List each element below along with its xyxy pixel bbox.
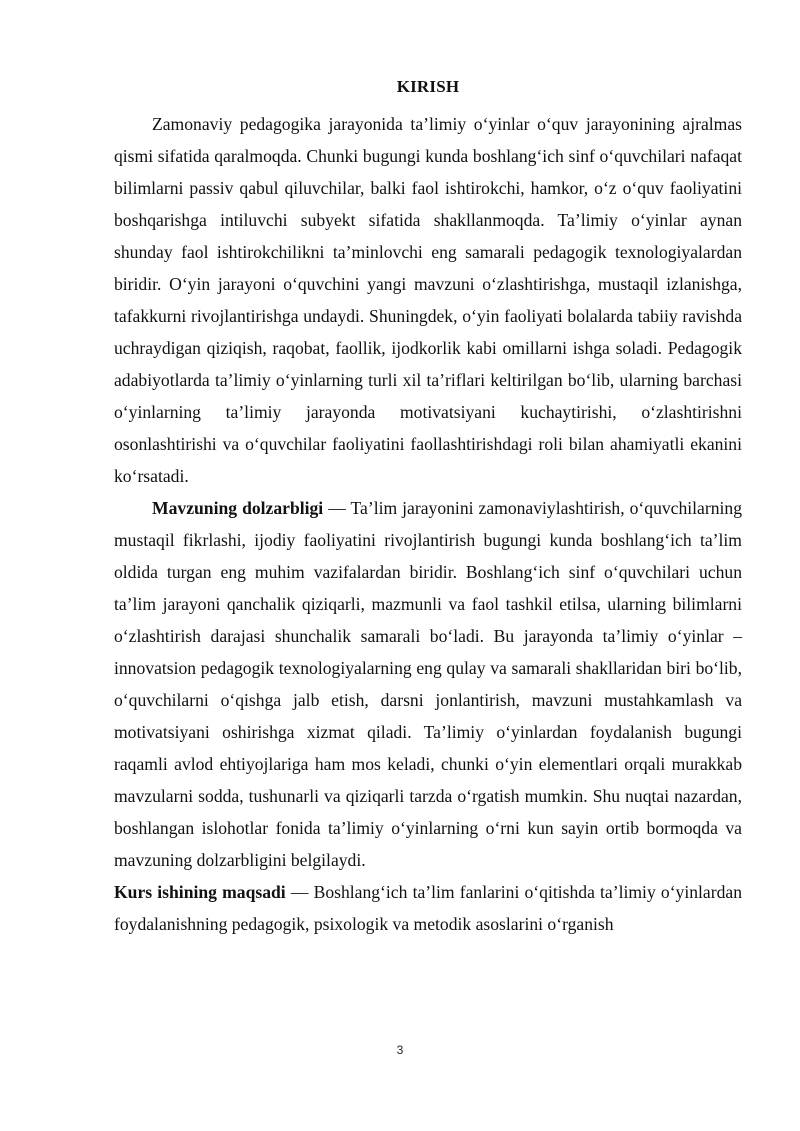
page-number: 3 <box>396 1043 404 1057</box>
relevance-label: Mavzuning dolzarbligi <box>152 498 324 518</box>
goal-label: Kurs ishining maqsadi <box>114 882 286 902</box>
relevance-paragraph <box>114 492 742 876</box>
goal-paragraph <box>114 876 742 940</box>
document-page <box>114 76 742 940</box>
goal-text: — Boshlang‘ich ta’lim fanlarini o‘qitishda ta’limiy o‘yinlardan foydalanishning pedagogik, psixologik va metodik asoslarini o‘rganish <box>114 882 742 934</box>
intro-paragraph: Zamonaviy pedagogika jarayonida ta’limiy o‘yinlar o‘quv jarayonining ajralmas qismi sifatida qaralmoqda. Chunki bugungi kunda boshlang‘ich sinf o‘quvchilari nafaqat bilimlarni passiv qabul qiluvchilar, balki faol ishtirokchi, hamkor, o‘z o‘quv faoliyatini boshqarishga intiluvchi subyekt sifatida shakllanmoqda. Ta’limiy o‘yinlar aynan shunday faol ishtirokchilikni ta’minlovchi eng samarali pedagogik texnologiyalardan biridir. O‘yin jarayoni o‘quvchini yangi mavzuni o‘zlashtirishga, mustaqil izlanishga, tafakkurni rivojlantirishga undaydi. Shuningdek, o‘yin faoliyati bolalarda tabiiy ravishda uchraydigan qiziqish, raqobat, faollik, ijodkorlik kabi omillarni ishga soladi. Pedagogik adabiyotlarda ta’limiy o‘yinlarning turli xil ta’riflari keltirilgan bo‘lib, ularning barchasi o‘yinlarning ta’limiy jarayonda motivatsiyani kuchaytirishi, o‘zlashtirishni osonlashtirishi va o‘quvchilar faoliyatini faollashtirishdagi roli bilan ahamiyatli ekanini ko‘rsatadi. <box>114 114 742 486</box>
relevance-text: — Ta’lim jarayonini zamonaviylashtirish, o‘quvchilarning mustaqil fikrlashi, ijodiy faoliyatini rivojlantirish bugungi kunda boshlang‘ich ta’lim oldida turgan eng muhim vazifalardan biridir. Boshlang‘ich sinf o‘quvchilari uchun ta’lim jarayoni qanchalik qiziqarli, mazmunli va faol tashkil etilsa, ularning bilimlarni o‘zlashtirish darajasi shunchalik samarali bo‘ladi. Bu jarayonda ta’limiy o‘yinlar – innovatsion pedagogik texnologiyalarning eng qulay va samarali shakllaridan biri bo‘lib, o‘quvchilarni o‘qishga jalb etish, darsni jonlantirish, mavzuni mustahkamlash va motivatsiyani oshirishga xizmat qiladi. Ta’limiy o‘yinlardan foydalanish bugungi raqamli avlod ehtiyojlariga ham mos keladi, chunki o‘yin elementlari orqali murakkab mavzularni sodda, tushunarli va qiziqarli tarzda o‘rgatish mumkin. Shu nuqtai nazardan, boshlangan islohotlar fonida ta’limiy o‘yinlarning o‘rni kun sayin ortib bormoqda va mavzuning dolzarbligini belgilaydi. <box>114 498 743 870</box>
section-heading: KIRISH <box>396 77 460 96</box>
